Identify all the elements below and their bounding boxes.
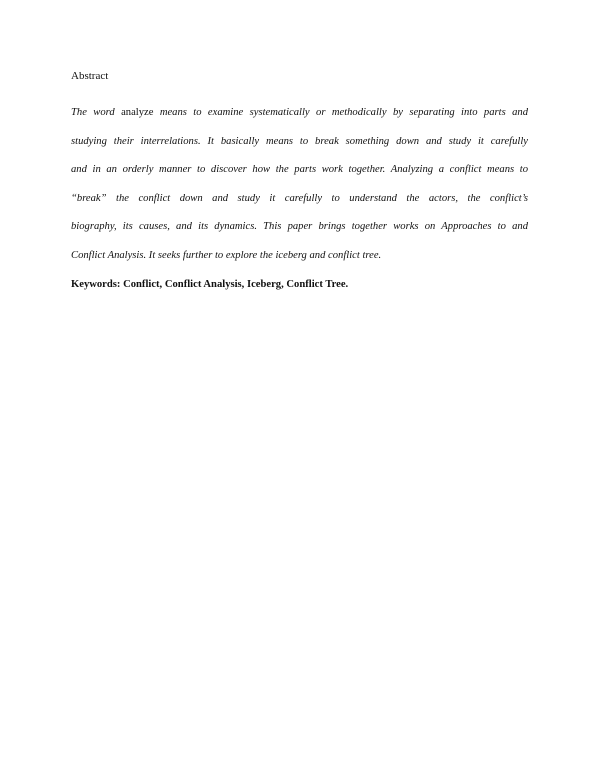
abstract-line <box>71 160 528 189</box>
abstract-line-text: The word <box>71 107 122 118</box>
abstract-line <box>71 132 528 161</box>
abstract-line-text: studying their interrelations. It basically means to break something down and study it carefully <box>71 135 528 147</box>
abstract-line <box>71 246 528 275</box>
abstract-line-text: and in an orderly manner to discover how the parts work together. Analyzing a conflict means to <box>71 164 528 176</box>
abstract-line-text: means to examine systematically or methodically by separating into parts and <box>153 107 529 118</box>
abstract-line-text: biography, its causes, and its dynamics. This paper brings together works on Approaches to and <box>71 221 528 233</box>
abstract-line <box>71 103 528 132</box>
abstract-term: analyze <box>121 107 154 118</box>
abstract-line-text: Conflict Analysis. It seeks further to explore the iceberg and conflict tree. <box>71 249 382 261</box>
abstract-paragraph <box>71 103 528 275</box>
abstract-heading: Abstract <box>71 70 109 82</box>
abstract-line <box>71 189 528 218</box>
keywords-line: Keywords: Conflict, Conflict Analysis, Iceberg, Conflict Tree. <box>71 279 349 290</box>
abstract-line-text: “break” the conflict down and study it carefully to understand the actors, the conflict’s <box>71 192 528 204</box>
abstract-line <box>71 217 528 246</box>
